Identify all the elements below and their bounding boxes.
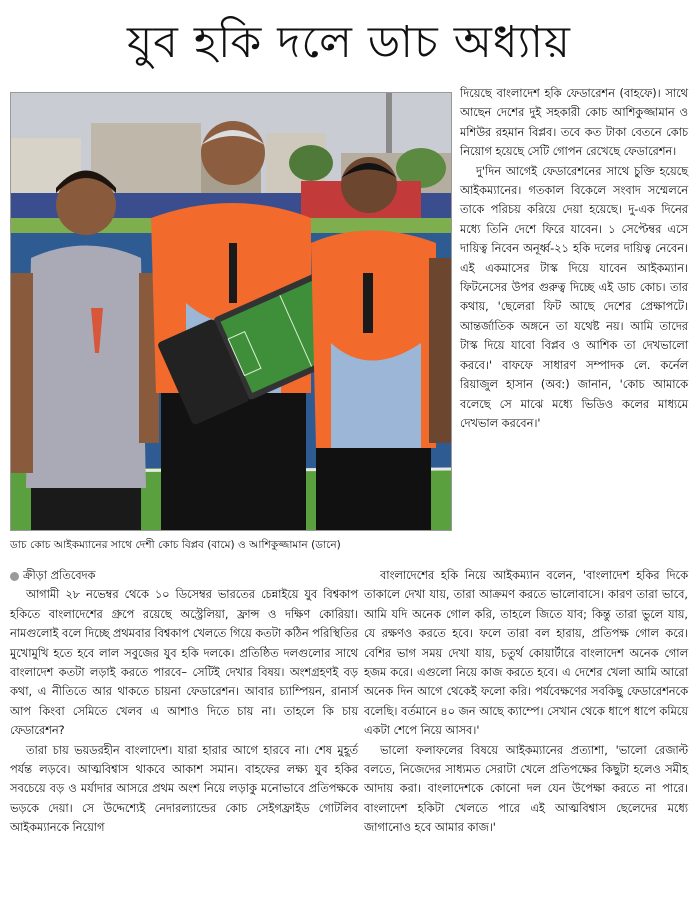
paragraph: আগামী ২৮ নভেম্বর থেকে ১০ ডিসেম্বর ভারতের চেন্নাইয়ে যুব বিশ্বকাপ হকিতে বাংলাদেশের গ্রুপে রয়েছে অস্ট্রেলিয়া, ফ্রান্স ও দক্ষিণ কোরিয়া। নামগুলোই বলে দিচ্ছে প্রথমবার বিশ্বকাপ খেলতে গিয়ে কতটা কঠিন পরিস্থিতির মুখোমুখি হতে হবে লাল সবুজের যুব হকি দলকে। প্রতিষ্ঠিত দলগুলোর সাথে বাংলাদেশ কতটা লড়াই করতে পারবে– সেটিই দেখার বিষয়। অংশগ্রহণই বড় কথা, এ নীতিতে আর থাকতে চায়না ফেডারেশন। আবার চ্যাম্পিয়ন, রানার্স আপ কিংবা সেমিতে খেলব এ আশাও দিতে চায় না। তাহলে কি চায় ফেডারেশন? (10, 588, 358, 738)
headline: যুব হকি দলে ডাচ অধ্যায় (127, 17, 571, 68)
bullet-icon (10, 572, 19, 581)
paragraph: ভালো ফলাফলের বিষয়ে আইকম্যানের প্রত্যাশা, 'ভালো রেজাল্ট বলতে, নিজেদের সাধ্যমত সেরাটা খেলে প্রতিপক্ষের কিছুটা হলেও সমীহ আদায় করা। বাংলাদেশকে কোনো দল যেন উপেক্ষা করতে না পারে। বাংলাদেশ হকিটা খেলতে পারে এই আত্মবিশ্বাস ছেলেদের মধ্যে জাগানোও হবে আমার কাজ।' (364, 743, 688, 835)
article-column-middle (364, 566, 688, 838)
article-column-right (460, 84, 688, 433)
paragraph: দু'দিন আগেই ফেডারেশনের সাথে চুক্তি হয়েছে আইকম্যানের। গতকাল বিকেলে সংবাদ সম্মেলনে তাকে পরিচয় করিয়ে দেয়া হয়েছে। দু-এক দিনের মধ্যে তিনি দেশে ফিরে যাবেন। ১ সেপ্টেম্বর এসে দায়িত্ব নিবেন অনূর্ধ্ব-২১ হকি দলের দায়িত্ব নেবেন। এই একমাসের টাস্ক দিয়ে যাবেন আইকম্যান। ফিটনেসের উপর গুরুত্ব দিচ্ছে এই ডাচ কোচ। তার কথায়, 'ছেলেরা ফিট আছে দেশের প্রেক্ষাপটে। আন্তর্জাতিক অঙ্গনে তা যথেষ্ট নয়। আমি তাদের টাস্ক দিয়ে যাবো বিপ্লব ও আশিক তা দেখভালো করবে।' বাফফে সাধারণ সম্পাদক লে. কর্নেল রিয়াজুল হাসান (অব:) জানান, 'কোচ আমাকে বলেছে সে মাঝে মধ্যে ভিডিও কলের মাধ্যমে দেখভাল করবেন।' (460, 164, 688, 430)
paragraph: বাংলাদেশের হকি নিয়ে আইকম্যান বলেন, 'বাংলাদেশ হকির দিকে তাকালে দেখা যায়, তারা আক্রমণ করতে ভালোবাসে। কারণ তারা ভাবে, আমি যদি অনেক গোল করি, তাহলে জিতে যাব; কিন্তু তারা ভুলে যায়, যে রক্ষণও করতে হবে। ফলে তারা বল হারায়, প্রতিপক্ষ গোল করে। বেশির ভাগ সময় দেখা যায়, চতুর্থ কোয়ার্টারে বাংলাদেশ অনেক গোল হজম করে। এগুলো নিয়ে কাজ করতে হবে। এ দেশের খেলা আমি আরো অনেক দিন আগে থেকেই ফলো করি। পর্যবেক্ষণের সবকিছু ফেডারেশনকে বলেছি। বর্তমানে ৪০ জন আছে ক্যাম্পে। সেখান থেকে ধাপে ধাপে কমিয়ে একটা শেপে নিয়ে আসব।' (364, 569, 688, 738)
paragraph: দিয়েছে বাংলাদেশ হকি ফেডারেশন (বাহফে)। সাথে আছেন দেশের দুই সহকারী কোচ আশিকুজ্জামান ও মশিউর রহমান বিপ্লব। তবে কত টাকা বেতনে কোচ নিয়োগ হয়েছে সেটি গোপন রেখেছে ফেডারেশন। (460, 87, 688, 159)
news-photo (10, 92, 452, 531)
photo-caption: ডাচ কোচ আইকম্যানের সাথে দেশী কোচ বিপ্লব (বামে) ও আশিকুজ্জামান (ডানে) (10, 539, 341, 551)
article-column-left (10, 566, 358, 838)
byline (10, 566, 358, 585)
byline-text: ক্রীড়া প্রতিবেদক (23, 569, 96, 582)
paragraph: তারা চায় ভয়ডরহীন বাংলাদেশ। যারা হারার আগে হারবে না। শেষ মুহূর্ত পর্যন্ত লড়বে। আত্মবিশ্বাস থাকবে আকাশ সমান। বাহফের লক্ষ্য যুব হকির সবচেয়ে বড় ও মর্যাদার আসরে প্রথম অংশ নিয়ে লড়াকু মনোভাবে প্রতিপক্ষকে ভড়কে দেয়া। সে উদ্দেশ্যেই নেদারল্যান্ডের কোচ সেইগফ্রাইড গোটলিব আইকম্যানকে নিয়োগ (10, 743, 358, 835)
